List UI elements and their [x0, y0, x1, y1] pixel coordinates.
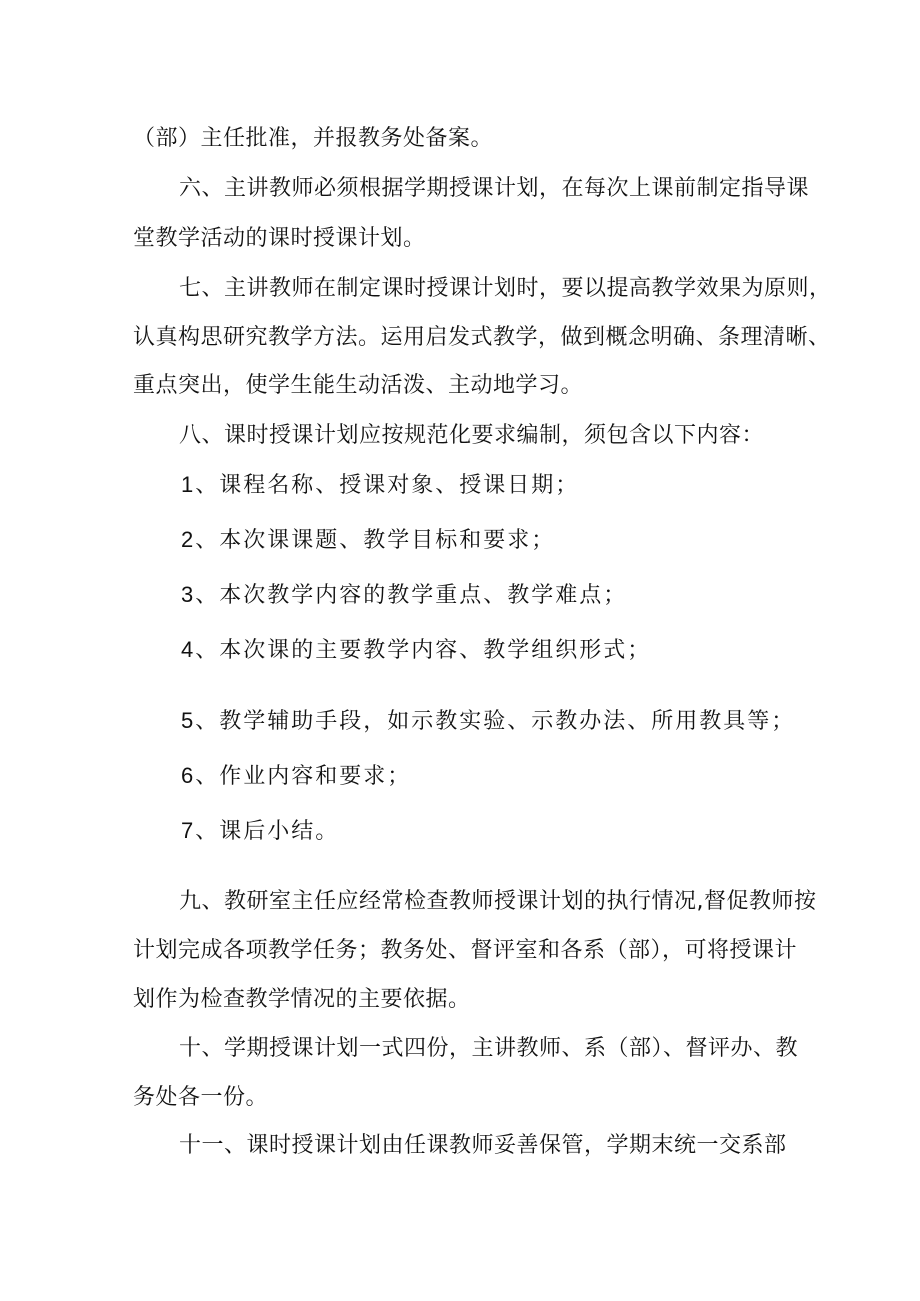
list-item-text: 、本次教学内容的教学重点、教学难点；: [195, 583, 628, 608]
list-item-number: 1: [181, 472, 194, 497]
para6-line1: 六、主讲教师必须根据学期授课计划，在每次上课前制定指导课: [179, 176, 810, 201]
list-item-text: 、课后小结。: [195, 819, 340, 844]
para6-line2: 堂教学活动的课时授课计划。: [133, 226, 426, 251]
para5-end-line: （部）主任批准，并报教务处备案。: [133, 126, 494, 151]
para10-line2: 务处各一份。: [133, 1085, 269, 1110]
list-item-number: 7: [181, 818, 194, 843]
para9-line2: 计划完成各项教学任务；教务处、督评室和各系（部），可将授课计: [133, 938, 798, 963]
list-item-1: [181, 470, 579, 501]
para9-line1: 九、教研室主任应经常检查教师授课计划的执行情况,督促教师按: [179, 889, 817, 914]
list-item-6: [181, 761, 411, 792]
list-item-text: 、本次课的主要教学内容、教学组织形式；: [195, 638, 652, 663]
list-item-number: 4: [181, 637, 194, 662]
para8-line1: 八、课时授课计划应按规范化要求编制，须包含以下内容：: [179, 423, 765, 448]
list-item-5: [181, 706, 795, 737]
list-item-text: 、教学辅助手段，如示教实验、示教办法、所用教具等；: [195, 709, 796, 734]
para7-line2: 认真构思研究教学方法。运用启发式教学，做到概念明确、条理清晰、: [133, 325, 831, 350]
list-item-number: 5: [181, 708, 194, 733]
list-item-text: 、本次课课题、教学目标和要求；: [195, 528, 556, 553]
list-item-2: [181, 525, 555, 556]
list-item-3: [181, 580, 627, 611]
para7-line3: 重点突出，使学生能生动活泼、主动地学习。: [133, 373, 584, 398]
list-item-number: 6: [181, 763, 194, 788]
para7-line1: 七、主讲教师在制定课时授课计划时，要以提高教学效果为原则，: [179, 276, 832, 301]
para10-line1: 十、学期授课计划一式四份，主讲教师、系（部）、督评办、教: [179, 1036, 799, 1061]
list-item-4: [181, 635, 651, 666]
list-item-number: 2: [181, 527, 194, 552]
list-item-text: 、作业内容和要求；: [195, 764, 412, 789]
para9-line3: 划作为检查教学情况的主要依据。: [133, 987, 471, 1012]
list-item-number: 3: [181, 582, 194, 607]
list-item-7: [181, 816, 339, 847]
list-item-text: 、课程名称、授课对象、授课日期；: [195, 473, 580, 498]
para11-line1: 十一、课时授课计划由任课教师妥善保管，学期末统一交系部: [179, 1133, 787, 1158]
